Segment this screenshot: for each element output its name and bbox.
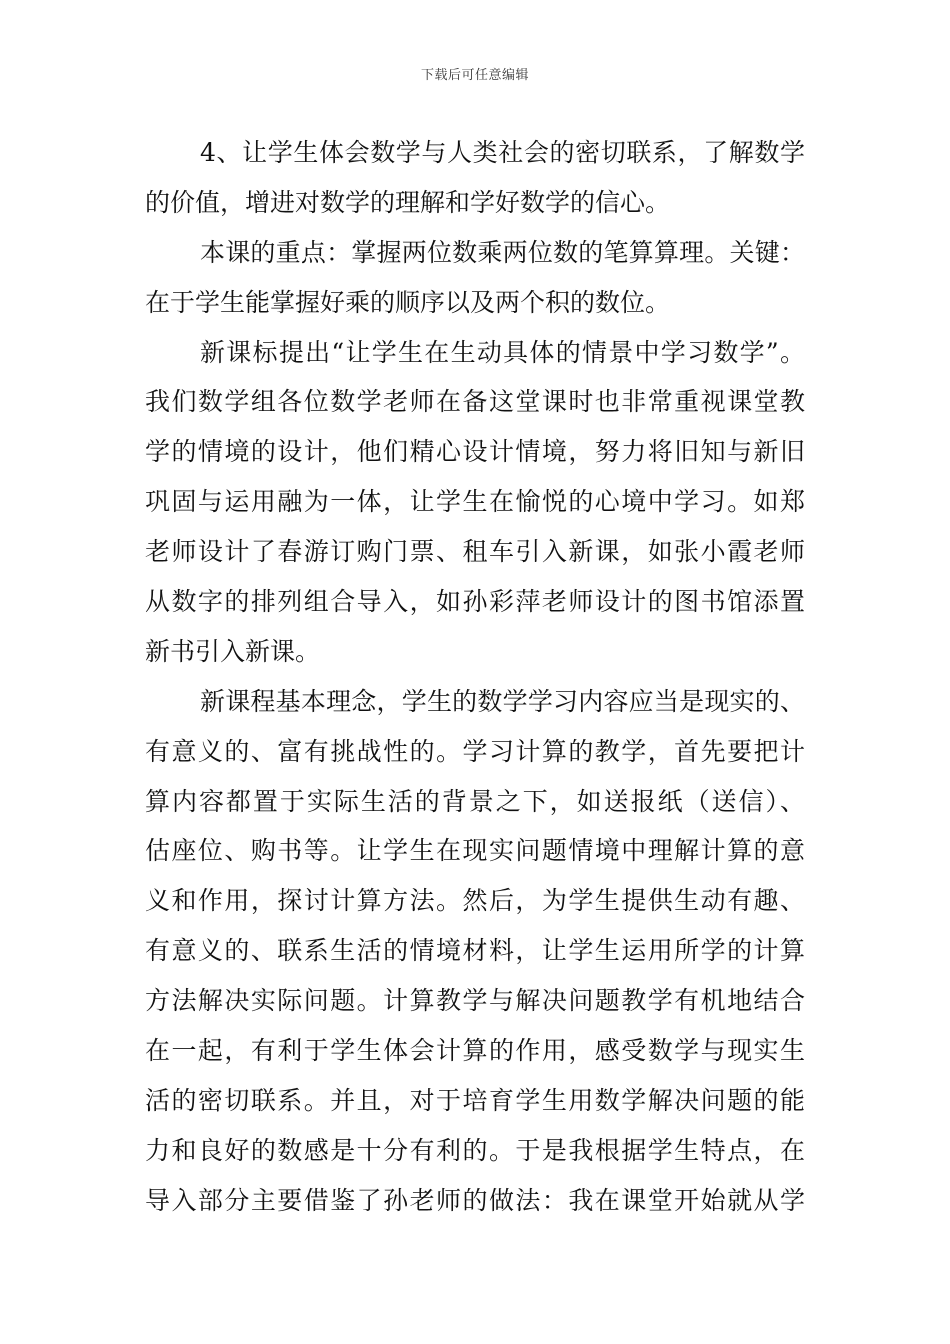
text-line: 新课程基本理念，学生的数学学习内容应当是现实的、 bbox=[200, 686, 805, 716]
text-line: 我们数学组各位数学老师在备这堂课时也非常重视课堂教 bbox=[145, 387, 805, 417]
text-line: 有意义的、联系生活的情境材料，让学生运用所学的计算 bbox=[145, 936, 805, 966]
text-line: 导入部分主要借鉴了孙老师的做法：我在课堂开始就从学 bbox=[145, 1185, 805, 1215]
paragraph bbox=[145, 128, 805, 228]
text-line: 本课的重点：掌握两位数乘两位数的笔算算理。关键： bbox=[200, 237, 805, 267]
text-line: 义和作用，探讨计算方法。然后，为学生提供生动有趣、 bbox=[145, 886, 805, 916]
text-line: 巩固与运用融为一体，让学生在愉悦的心境中学习。如郑 bbox=[145, 487, 805, 517]
text-line: 从数字的排列组合导入，如孙彩萍老师设计的图书馆添置 bbox=[145, 587, 805, 617]
text-line: 学的情境的设计，他们精心设计情境，努力将旧知与新旧 bbox=[145, 437, 805, 467]
paragraph bbox=[145, 328, 805, 677]
text-line: 活的密切联系。并且，对于培育学生用数学解决问题的能 bbox=[145, 1085, 805, 1115]
text-line: 新课标提出“让学生在生动具体的情景中学习数学”。 bbox=[200, 337, 805, 367]
paragraph bbox=[145, 677, 805, 1226]
text-line: 在一起，有利于学生体会计算的作用，感受数学与现实生 bbox=[145, 1036, 805, 1066]
text-line: 力和良好的数感是十分有利的。于是我根据学生特点，在 bbox=[145, 1135, 805, 1165]
text-line: 在于学生能掌握好乘的顺序以及两个积的数位。 bbox=[145, 287, 671, 317]
text-line: 估座位、购书等。让学生在现实问题情境中理解计算的意 bbox=[145, 836, 805, 866]
text-line: 新书引入新课。 bbox=[145, 636, 321, 666]
document-body bbox=[145, 128, 805, 1226]
text-line: 的价值，增进对数学的理解和学好数学的信心。 bbox=[145, 187, 671, 217]
text-line: 算内容都置于实际生活的背景之下，如送报纸（送信）、 bbox=[145, 786, 805, 816]
text-line: 有意义的、富有挑战性的。学习计算的教学，首先要把计 bbox=[145, 736, 805, 766]
paragraph bbox=[145, 228, 805, 328]
text-line: 4、让学生体会数学与人类社会的密切联系，了解数学 bbox=[200, 138, 805, 167]
text-line: 老师设计了春游订购门票、租车引入新课，如张小霞老师 bbox=[145, 537, 805, 567]
text-line: 方法解决实际问题。计算教学与解决问题教学有机地结合 bbox=[145, 986, 805, 1016]
page-header: 下载后可任意编辑 bbox=[420, 68, 529, 83]
